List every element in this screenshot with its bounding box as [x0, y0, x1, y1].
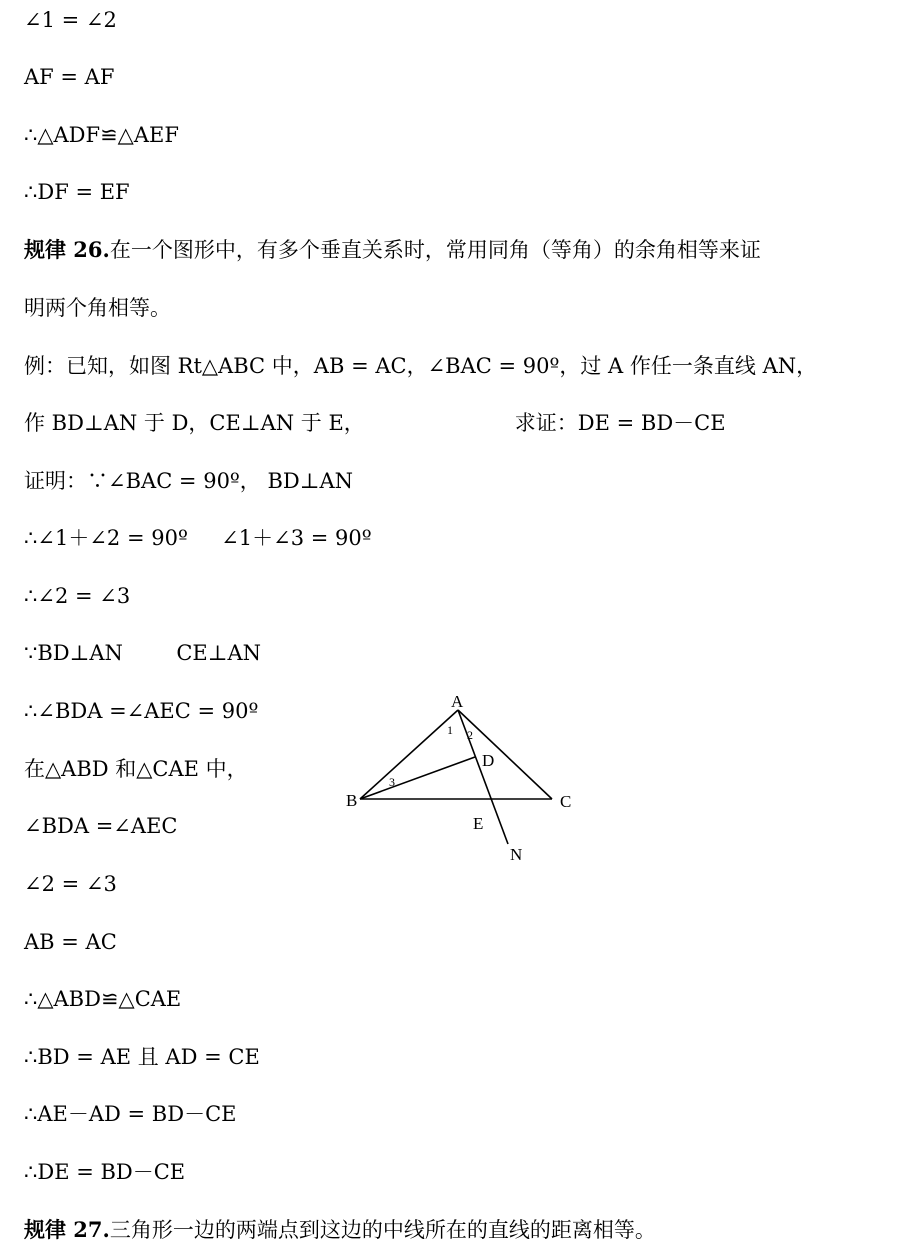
proof-line: ∴∠2 = ∠3: [24, 584, 131, 608]
proof-line: ∠BDA =∠AEC: [24, 814, 178, 838]
point-label-e: E: [473, 814, 484, 833]
proof-line: ∴△ABD≌△CAE: [24, 987, 182, 1011]
proof-line: AB = AC: [24, 930, 117, 954]
segment-ac: [458, 710, 552, 799]
proof-line: ∴△ADF≌△AEF: [24, 123, 179, 147]
segment-ab: [360, 710, 458, 799]
rule-27: [24, 1216, 656, 1244]
example-statement: 例：已知，如图 Rt△ABC 中，AB = AC，∠BAC = 90º，过 A 作任一条直线 AN，: [24, 354, 818, 378]
point-label-n: N: [510, 845, 523, 864]
rule-26-continuation: 明两个角相等。: [24, 296, 171, 320]
proof-line: ∵BD⊥AN CE⊥AN: [24, 641, 262, 665]
proof-line: ∴∠1＋∠2 = 90º ∠1＋∠3 = 90º: [24, 526, 372, 550]
proof-line: ∠2 = ∠3: [24, 872, 117, 896]
point-label-d: D: [482, 751, 495, 770]
proof-line: AF = AF: [24, 65, 115, 89]
rule-26-label: 规律 26.: [24, 237, 110, 262]
point-label-c: C: [560, 792, 572, 811]
geometry-figure: [330, 688, 600, 873]
proof-line: ∴AE－AD = BD－CE: [24, 1102, 237, 1126]
angle-label-3: 3: [389, 775, 395, 789]
example-statement-2: [24, 409, 726, 437]
proof-line: ∴∠BDA =∠AEC = 90º: [24, 699, 259, 723]
segment-bd: [360, 757, 475, 799]
rule-27-text: 三角形一边的两端点到这边的中线所在的直线的距离相等。: [109, 1218, 656, 1242]
rule-26: [24, 236, 761, 264]
proof-line: 证明：∵∠BAC = 90º， BD⊥AN: [24, 469, 354, 493]
point-label-b: B: [346, 791, 358, 810]
proof-line: ∠1 = ∠2: [24, 8, 117, 32]
rule-26-text: 在一个图形中，有多个垂直关系时，常用同角（等角）的余角相等来证: [109, 238, 761, 262]
proof-line: ∴DE = BD－CE: [24, 1160, 186, 1184]
rule-27-label: 规律 27.: [24, 1217, 110, 1242]
example-prove: 求证：DE = BD－CE: [514, 411, 726, 435]
angle-label-1: 1: [447, 723, 453, 737]
proof-line: ∴DF = EF: [24, 180, 130, 204]
angle-label-2: 2: [467, 728, 473, 742]
proof-line: ∴BD = AE 且 AD = CE: [24, 1045, 260, 1069]
point-label-a: A: [451, 692, 464, 711]
proof-line: 在△ABD 和△CAE 中，: [24, 757, 248, 781]
example-given: 作 BD⊥AN 于 D，CE⊥AN 于 E，: [24, 411, 365, 435]
